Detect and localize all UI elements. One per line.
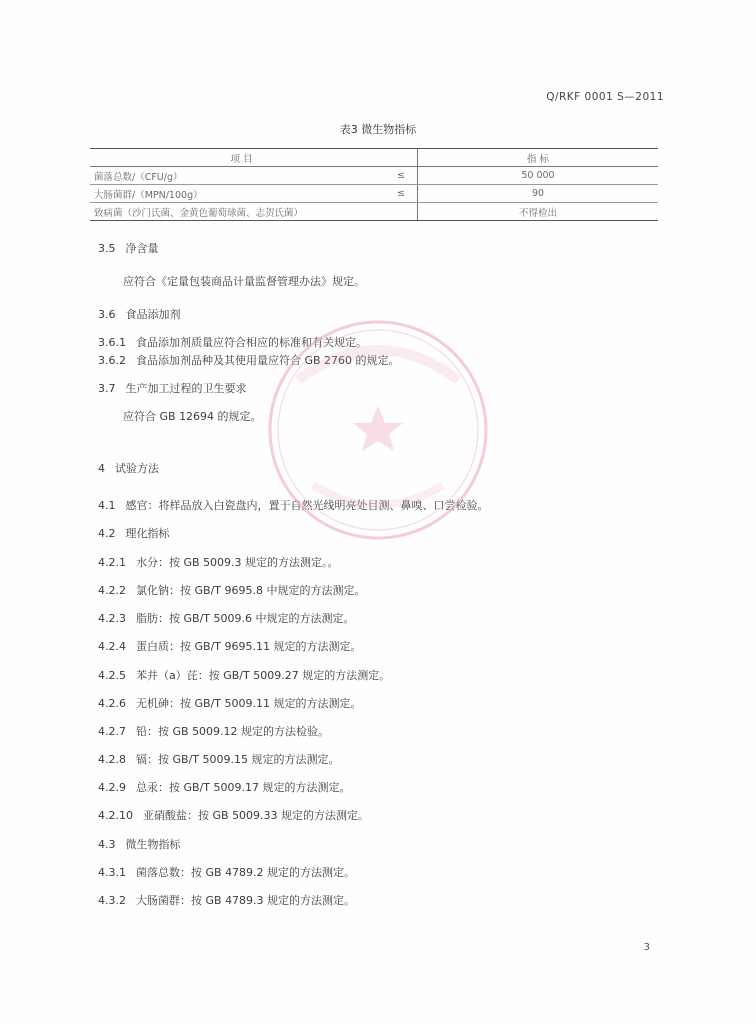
- clause-number: 4.1: [98, 499, 116, 512]
- paragraph-line: [98, 554, 339, 570]
- clause-text: 铅：按 GB 5009.12 规定的方法检验。: [136, 725, 330, 738]
- clause-number: 3.6: [98, 308, 116, 321]
- row-item: 大肠菌群/（MPN/100g）: [90, 185, 393, 203]
- standard-code: Q/RKF 0001 S—2011: [546, 91, 664, 103]
- table-row: [90, 167, 658, 185]
- clause-text: 脂肪：按 GB/T 5009.6 中规定的方法测定。: [136, 612, 355, 625]
- clause-text: 总汞：按 GB/T 5009.17 规定的方法测定。: [136, 781, 351, 794]
- paragraph-line: [98, 751, 339, 767]
- paragraph-line: [98, 638, 361, 654]
- paragraph-line: [98, 667, 390, 683]
- paragraph-line: [98, 695, 361, 711]
- clause-text: 感官：将样品放入白瓷盘内，置于自然光线明亮处目测、鼻嗅、口尝检验。: [125, 499, 489, 512]
- row-op: [393, 203, 417, 221]
- clause-text: 大肠菌群：按 GB 4789.3 规定的方法测定。: [136, 894, 356, 907]
- clause-text: 应符合《定量包装商品计量监督管理办法》规定。: [123, 275, 365, 288]
- clause-number: 4.2.9: [98, 781, 126, 794]
- header-spacer: [393, 149, 417, 167]
- clause-number: 4.2.5: [98, 669, 126, 682]
- clause-number: 4.2.1: [98, 556, 126, 569]
- clause-text: 亚硝酸盐：按 GB 5009.33 规定的方法测定。: [143, 809, 370, 822]
- table-header-row: [90, 149, 658, 167]
- clause-number: 4.3.2: [98, 894, 126, 907]
- row-value: 不得检出: [417, 203, 658, 221]
- clause-number: 4: [98, 462, 105, 475]
- row-op: ≤: [393, 185, 417, 203]
- paragraph-line: [98, 779, 350, 795]
- clause-text: 应符合 GB 12694 的规定。: [123, 410, 262, 423]
- header-item: 项 目: [90, 149, 393, 167]
- clause-text: 蛋白质：按 GB/T 9695.11 规定的方法测定。: [136, 640, 362, 653]
- paragraph-line: [98, 497, 489, 513]
- clause-number: 4.2.7: [98, 725, 126, 738]
- clause-text: 食品添加剂: [125, 308, 181, 321]
- clause-text: 生产加工过程的卫生要求: [125, 382, 247, 395]
- paragraph-line: [98, 807, 369, 823]
- paragraph-line: [123, 273, 365, 289]
- clause-text: 菌落总数：按 GB 4789.2 规定的方法测定。: [136, 866, 356, 879]
- clause-text: 无机砷：按 GB/T 5009.11 规定的方法测定。: [136, 697, 362, 710]
- row-item: 菌落总数/（CFU/g）: [90, 167, 393, 185]
- clause-number: 4.2.3: [98, 612, 126, 625]
- clause-text: 食品添加剂质量应符合相应的标准和有关规定。: [136, 336, 367, 349]
- header-index: 指 标: [417, 149, 658, 167]
- paragraph-line: [123, 408, 262, 424]
- paragraph-line: [98, 380, 247, 396]
- clause-text: 水分：按 GB 5009.3 规定的方法测定。。: [136, 556, 339, 569]
- paragraph-line: [98, 836, 181, 852]
- paragraph-line: [98, 892, 355, 908]
- clause-text: 净含量: [125, 242, 159, 255]
- row-op: ≤: [393, 167, 417, 185]
- row-value: 90: [417, 185, 658, 203]
- clause-number: 4.3.1: [98, 866, 126, 879]
- clause-text: 食品添加剂品种及其使用量应符合 GB 2760 的规定。: [136, 354, 400, 367]
- clause-text: 镉：按 GB/T 5009.15 规定的方法测定。: [136, 753, 340, 766]
- clause-number: 4.2.8: [98, 753, 126, 766]
- row-item: 致病菌（沙门氏菌、金黄色葡萄球菌、志贺氏菌）: [90, 203, 393, 221]
- clause-number: 3.5: [98, 242, 116, 255]
- microbial-index-table: [90, 148, 658, 221]
- paragraph-line: [98, 334, 367, 350]
- clause-number: 3.7: [98, 382, 116, 395]
- clause-number: 3.6.1: [98, 336, 126, 349]
- clause-text: 微生物指标: [125, 838, 181, 851]
- clause-number: 3.6.2: [98, 354, 126, 367]
- clause-text: 苯并（a）芘：按 GB/T 5009.27 规定的方法测定。: [136, 669, 391, 682]
- table-title: 表3 微生物指标: [339, 123, 417, 136]
- clause-number: 4.2.10: [98, 809, 133, 822]
- paragraph-line: [98, 723, 329, 739]
- paragraph-line: [98, 306, 181, 322]
- row-value: 50 000: [417, 167, 658, 185]
- clause-number: 4.2.2: [98, 584, 126, 597]
- paragraph-line: [98, 352, 400, 368]
- paragraph-line: [98, 582, 365, 598]
- clause-number: 4.3: [98, 838, 116, 851]
- clause-number: 4.2.4: [98, 640, 126, 653]
- paragraph-line: [98, 610, 354, 626]
- clause-text: 氯化钠：按 GB/T 9695.8 中规定的方法测定。: [136, 584, 366, 597]
- table-row: [90, 203, 658, 221]
- paragraph-line: [98, 240, 159, 256]
- clause-text: 理化指标: [125, 527, 170, 540]
- page-number: 3: [643, 942, 650, 953]
- clause-number: 4.2: [98, 527, 116, 540]
- paragraph-line: [98, 460, 159, 476]
- clause-number: 4.2.6: [98, 697, 126, 710]
- paragraph-line: [98, 864, 355, 880]
- table-row: [90, 185, 658, 203]
- clause-text: 试验方法: [115, 462, 159, 475]
- paragraph-line: [98, 525, 170, 541]
